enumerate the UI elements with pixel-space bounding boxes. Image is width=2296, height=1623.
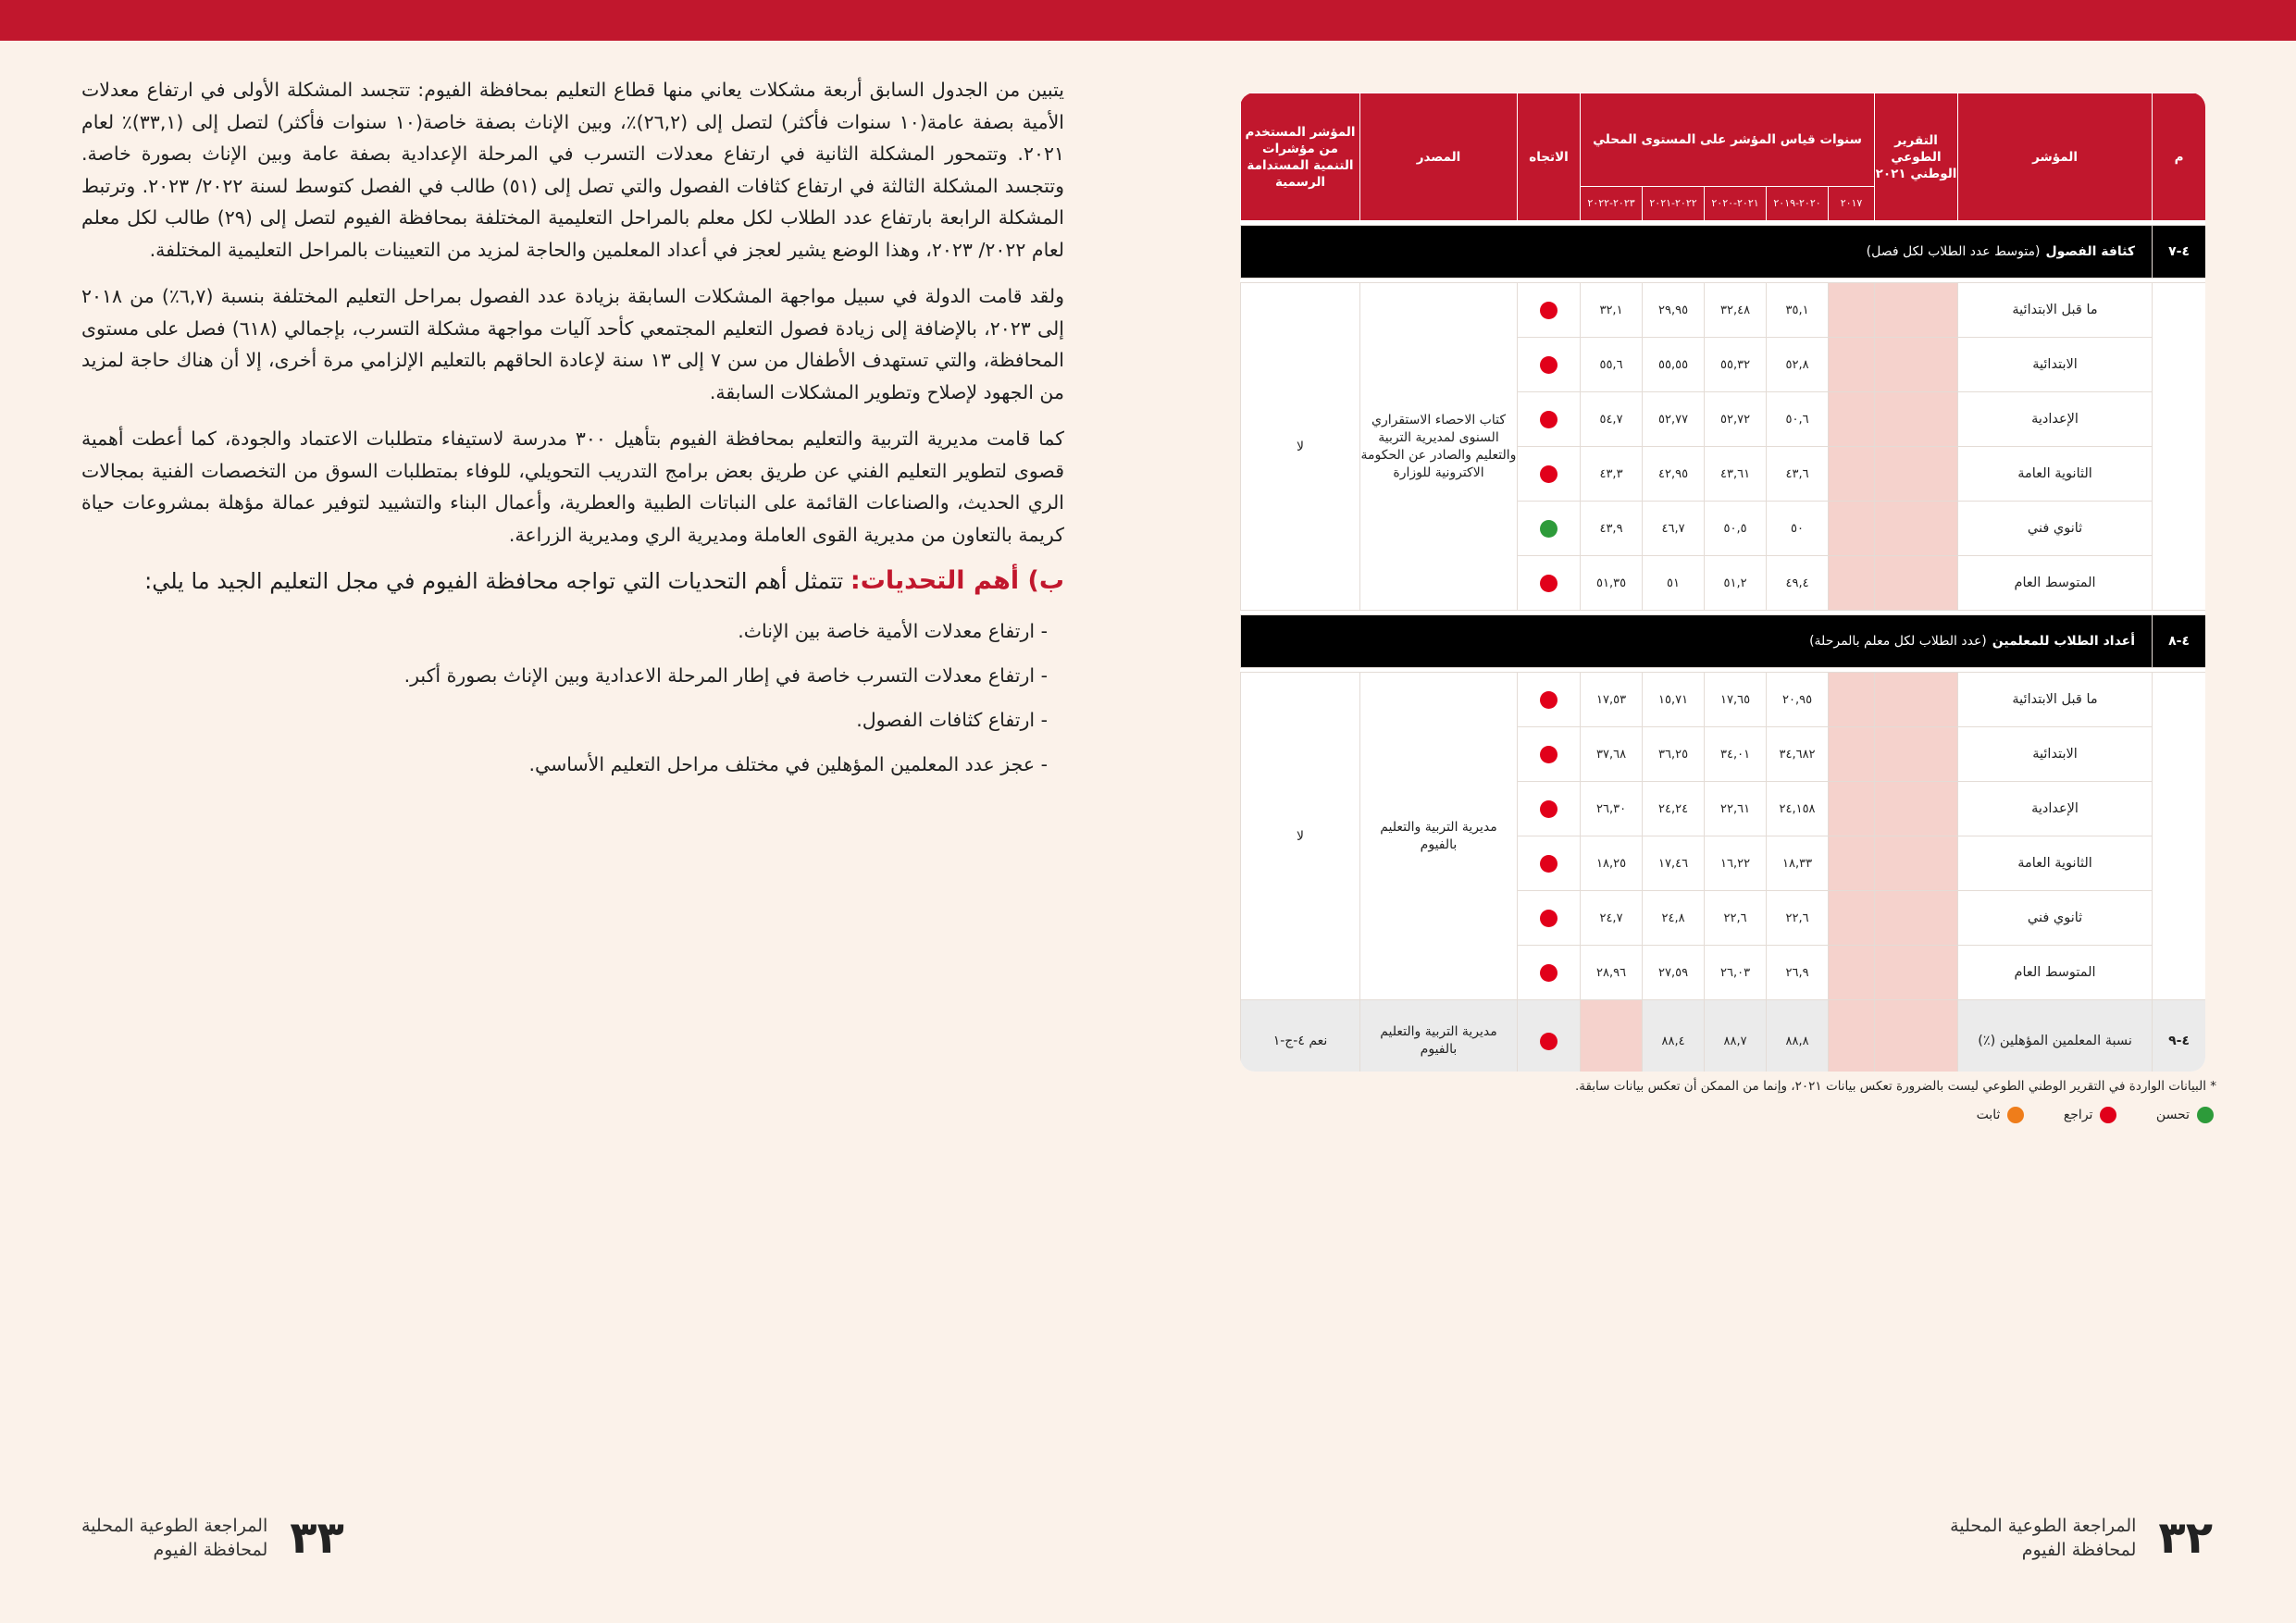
decline-dot-icon bbox=[1540, 746, 1558, 763]
section-title-main: كثافة الفصول bbox=[2045, 244, 2136, 259]
year-value: ٤٣,٣ bbox=[1581, 447, 1643, 502]
section-num: ٤-٨ bbox=[2153, 615, 2205, 668]
indicator-name: الإعدادية bbox=[1958, 782, 2153, 836]
year-value: ٥٠,٥ bbox=[1705, 502, 1767, 556]
header-sdg: المؤشر المستخدم من مؤشرات التنمية المستدامة الرسمية bbox=[1241, 93, 1360, 221]
year-value: ٥٢,٧٧ bbox=[1643, 392, 1705, 447]
indicator-name: الابتدائية bbox=[1958, 338, 2153, 392]
year-value: ٤٢,٩٥ bbox=[1643, 447, 1705, 502]
year-value bbox=[1829, 283, 1875, 338]
footer-title-line: لمحافظة الفيوم bbox=[153, 1540, 268, 1560]
year-value: ٤٦,٧ bbox=[1643, 502, 1705, 556]
year-value: ٣٢,٤٨ bbox=[1705, 283, 1767, 338]
year-value bbox=[1829, 891, 1875, 946]
legend-item-decline bbox=[2064, 1107, 2117, 1123]
year-value: ٥٢,٧٢ bbox=[1705, 392, 1767, 447]
national-value bbox=[1875, 392, 1958, 447]
year-value: ٢٤,٧ bbox=[1581, 891, 1643, 946]
year-value: ١٦,٢٢ bbox=[1705, 836, 1767, 891]
year-value: ٣٤,٦٨٢ bbox=[1767, 727, 1829, 782]
decline-dot-icon bbox=[1540, 575, 1558, 592]
stable-dot-icon bbox=[2007, 1107, 2024, 1123]
national-value bbox=[1875, 891, 1958, 946]
list-item: - ارتفاع كثافات الفصول. bbox=[856, 708, 1048, 731]
challenges-title: ب) أهم التحديات: bbox=[850, 566, 1064, 595]
year-value: ٣٧,٦٨ bbox=[1581, 727, 1643, 782]
year-value bbox=[1829, 946, 1875, 1000]
indicators-table bbox=[1240, 93, 2205, 1072]
decline-dot-icon bbox=[1540, 800, 1558, 818]
decline-dot-icon bbox=[1540, 302, 1558, 319]
decline-dot-icon bbox=[1540, 465, 1558, 483]
national-value bbox=[1875, 447, 1958, 502]
legend-item-stable bbox=[1977, 1107, 2025, 1123]
year-value: ٣٥,١ bbox=[1767, 283, 1829, 338]
paragraph-problems: يتبين من الجدول السابق أربعة مشكلات يعاني منها قطاع التعليم بمحافظة الفيوم: تتجسد المشكلة الأولى في ارتفاع معدلات الأمية بصفة عامة(١٠ سنوات فأكثر) لتصل إلى (٢٦,٢)٪، وبين الإناث بصفة خاصة(١٠ سنوات فأكثر) لتصل إلى (٣٣,١)٪ لعام ٢٠٢١. وتتمحور المشكلة الثانية في ارتفاع معدلات التسرب في المرحلة الإعدادية بصفة عامة وبين الإناث بصورة خاصة. وتتجسد المشكلة الثالثة في ارتفاع كثافات الفصول والتي تصل إلى (٥١) طالب في الفصل كتوسط لسنة ٢٠٢٢/ ٢٠٢٣. وترتبط المشكلة الرابعة بارتفاع عدد الطلاب لكل معلم بالمراحل التعليمية المختلفة بمحافظة الفيوم لتصل إلى (٢٩) طالب لكل معلم لعام ٢٠٢٢/ ٢٠٢٣، وهذا الوضع يشير لعجز في أعداد المعلمين والحاجة لمزيد من التعيينات بالمراحل التعليمية المختلفة. bbox=[81, 79, 1064, 261]
year-value bbox=[1829, 502, 1875, 556]
header-year: ٢٠٢٠-٢٠١٩ bbox=[1767, 187, 1829, 221]
indicator-name: ما قبل الابتدائية bbox=[1958, 673, 2153, 727]
header-national-report: التقرير الطوعي الوطني ٢٠٢١ bbox=[1875, 93, 1958, 221]
indicator-name: المتوسط العام bbox=[1958, 556, 2153, 611]
year-value: ٢٨,٩٦ bbox=[1581, 946, 1643, 1000]
year-value: ٢٧,٥٩ bbox=[1643, 946, 1705, 1000]
year-value: ١٧,٤٦ bbox=[1643, 836, 1705, 891]
section-row-class-density bbox=[1241, 226, 2206, 279]
header-num: م bbox=[2153, 93, 2205, 221]
direction-cell bbox=[1518, 946, 1581, 1000]
year-value bbox=[1829, 782, 1875, 836]
paragraph-directorate: كما قامت مديرية التربية والتعليم بمحافظة الفيوم بتأهيل ٣٠٠ مدرسة لاستيفاء متطلبات الاعتماد والجودة، كما أعطت أهمية قصوى لتطوير التعليم الفني عن طريق بعض برامج التدريب التحويلي، للوفاء بمتطلبات السوق من التخصصات الفنية بمجالات الري الحديث، والصناعات القائمة على النباتات الطبية والعطرية، وأعمال البناء والتشييد لتوفير عمالة مؤهلة بمشروعات حياة كريمة بالتعاون من مديرية القوى العاملة ومديرية الري ومديرية الزراعة. bbox=[81, 427, 1064, 546]
year-value: ٢٤,١٥٨ bbox=[1767, 782, 1829, 836]
year-value: ٢٦,٣٠ bbox=[1581, 782, 1643, 836]
footer-right-page bbox=[1950, 1510, 2213, 1566]
decline-dot-icon bbox=[1540, 1033, 1558, 1050]
direction-cell bbox=[1518, 727, 1581, 782]
improve-dot-icon bbox=[1540, 520, 1558, 538]
year-value bbox=[1829, 338, 1875, 392]
decline-dot-icon bbox=[1540, 356, 1558, 374]
year-value: ٥٠,٦ bbox=[1767, 392, 1829, 447]
year-value: ٤٩,٤ bbox=[1767, 556, 1829, 611]
footer-title bbox=[81, 1514, 267, 1562]
header-years-group: سنوات قياس المؤشر على المستوى المحلي bbox=[1581, 93, 1875, 187]
direction-cell bbox=[1518, 556, 1581, 611]
section-title bbox=[1241, 226, 2153, 279]
indicator-name: الثانوية العامة bbox=[1958, 447, 2153, 502]
challenges-heading bbox=[81, 565, 1064, 598]
year-value: ٤٣,٩ bbox=[1581, 502, 1643, 556]
legend bbox=[1240, 1107, 2214, 1127]
table-row bbox=[1241, 673, 2206, 727]
footer-left-page bbox=[81, 1510, 344, 1566]
national-value bbox=[1875, 502, 1958, 556]
source-cell: مديرية التربية والتعليم بالفيوم bbox=[1360, 673, 1518, 1000]
indicator-name: المتوسط العام bbox=[1958, 946, 2153, 1000]
year-value: ٣٢,١ bbox=[1581, 283, 1643, 338]
row-num: ٤-٩ bbox=[2153, 1000, 2205, 1072]
header-direction: الاتجاه bbox=[1518, 93, 1581, 221]
header-year: ٢٠٢٢-٢٠٢١ bbox=[1643, 187, 1705, 221]
year-value bbox=[1829, 556, 1875, 611]
row-num bbox=[2153, 283, 2205, 611]
source-cell: مديرية التربية والتعليم بالفيوم bbox=[1360, 1000, 1518, 1072]
challenges-list bbox=[81, 616, 1064, 780]
indicator-name: ما قبل الابتدائية bbox=[1958, 283, 2153, 338]
year-value: ٨٨,٧ bbox=[1705, 1000, 1767, 1072]
national-value bbox=[1875, 836, 1958, 891]
national-value bbox=[1875, 727, 1958, 782]
national-value bbox=[1875, 283, 1958, 338]
year-value: ٥١ bbox=[1643, 556, 1705, 611]
header-indicator: المؤشر bbox=[1958, 93, 2153, 221]
direction-cell bbox=[1518, 673, 1581, 727]
year-value bbox=[1829, 727, 1875, 782]
year-value: ١٨,٣٣ bbox=[1767, 836, 1829, 891]
year-value: ٥١,٣٥ bbox=[1581, 556, 1643, 611]
section-title-main: أعداد الطلاب للمعلمين bbox=[1992, 634, 2136, 649]
year-value bbox=[1829, 1000, 1875, 1072]
year-value: ٥٥,٣٢ bbox=[1705, 338, 1767, 392]
national-value bbox=[1875, 946, 1958, 1000]
indicator-name: الثانوية العامة bbox=[1958, 836, 2153, 891]
section-title bbox=[1241, 615, 2153, 668]
year-value bbox=[1829, 673, 1875, 727]
national-value bbox=[1875, 673, 1958, 727]
sdg-cell: لا bbox=[1241, 283, 1360, 611]
direction-cell bbox=[1518, 502, 1581, 556]
page-number: ٣٣ bbox=[290, 1512, 344, 1564]
section-title-sub: (عدد الطلاب لكل معلم بالمرحلة) bbox=[1809, 634, 1987, 649]
indicator-name: ثانوي فني bbox=[1958, 502, 2153, 556]
national-value bbox=[1875, 556, 1958, 611]
year-value: ١٥,٧١ bbox=[1643, 673, 1705, 727]
footnote: * البيانات الواردة في التقرير الوطني الطوعي ليست بالضرورة تعكس بيانات ٢٠٢١، وإنما من الممكن أن تعكس بيانات سابقة. bbox=[1574, 1079, 2216, 1094]
year-value: ١٧,٥٣ bbox=[1581, 673, 1643, 727]
page-number: ٣٢ bbox=[2158, 1512, 2213, 1564]
indicator-name: الابتدائية bbox=[1958, 727, 2153, 782]
decline-dot-icon bbox=[1540, 411, 1558, 428]
indicator-name: نسبة المعلمين المؤهلين (٪) bbox=[1958, 1000, 2153, 1072]
legend-label: ثابت bbox=[1976, 1108, 2001, 1122]
direction-cell bbox=[1518, 1000, 1581, 1072]
list-item: - ارتفاع معدلات التسرب خاصة في إطار المرحلة الاعدادية وبين الإناث بصورة أكبر. bbox=[403, 663, 1048, 687]
indicator-name: ثانوي فني bbox=[1958, 891, 2153, 946]
year-value: ٢٤,٢٤ bbox=[1643, 782, 1705, 836]
direction-cell bbox=[1518, 338, 1581, 392]
table-row bbox=[1241, 283, 2206, 338]
year-value bbox=[1581, 1000, 1643, 1072]
direction-cell bbox=[1518, 836, 1581, 891]
legend-label: تراجع bbox=[2063, 1108, 2093, 1122]
direction-cell bbox=[1518, 782, 1581, 836]
direction-cell bbox=[1518, 891, 1581, 946]
year-value: ٣٦,٢٥ bbox=[1643, 727, 1705, 782]
year-value: ٢٦,٠٣ bbox=[1705, 946, 1767, 1000]
footer-title bbox=[1950, 1514, 2136, 1562]
year-value: ٥٢,٨ bbox=[1767, 338, 1829, 392]
sdg-cell: نعم ٤-ج-١ bbox=[1241, 1000, 1360, 1072]
year-value: ٢٢,٦١ bbox=[1705, 782, 1767, 836]
year-value: ٢٩,٩٥ bbox=[1643, 283, 1705, 338]
year-value bbox=[1829, 836, 1875, 891]
national-value bbox=[1875, 782, 1958, 836]
national-value bbox=[1875, 338, 1958, 392]
challenges-intro: تتمثل أهم التحديات التي تواجه محافظة الفيوم في مجل التعليم الجيد ما يلي: bbox=[144, 568, 844, 594]
header-year: ٢٠٢١-٢٠٢٠ bbox=[1705, 187, 1767, 221]
top-accent-bar bbox=[0, 0, 2296, 41]
national-value bbox=[1875, 1000, 1958, 1072]
improve-dot-icon bbox=[2197, 1107, 2214, 1123]
indicators-table-wrapper bbox=[1240, 93, 2205, 1072]
year-value: ٤٣,٦ bbox=[1767, 447, 1829, 502]
year-value: ٨٨,٤ bbox=[1643, 1000, 1705, 1072]
table-row-qualified-teachers bbox=[1241, 1000, 2206, 1072]
footer-title-line: المراجعة الطوعية المحلية bbox=[1950, 1516, 2137, 1536]
year-value: ١٧,٦٥ bbox=[1705, 673, 1767, 727]
year-value bbox=[1829, 447, 1875, 502]
source-cell: كتاب الاحصاء الاستقراري السنوى لمديرية التربية والتعليم والصادر عن الحكومة الاكترونية للوزارة bbox=[1360, 283, 1518, 611]
legend-label: تحسن bbox=[2155, 1108, 2190, 1122]
decline-dot-icon bbox=[1540, 964, 1558, 982]
list-item: - ارتفاع معدلات الأمية خاصة بين الإناث. bbox=[738, 619, 1048, 642]
year-value: ٢٤,٨ bbox=[1643, 891, 1705, 946]
decline-dot-icon bbox=[1540, 855, 1558, 873]
year-value: ٢٠,٩٥ bbox=[1767, 673, 1829, 727]
year-value: ٥٥,٦ bbox=[1581, 338, 1643, 392]
decline-dot-icon bbox=[2100, 1107, 2116, 1123]
section-title-sub: (متوسط عدد الطلاب لكل فصل) bbox=[1866, 244, 2041, 259]
year-value: ٥١,٢ bbox=[1705, 556, 1767, 611]
year-value: ٨٨,٨ bbox=[1767, 1000, 1829, 1072]
year-value: ٤٣,٦١ bbox=[1705, 447, 1767, 502]
sdg-cell: لا bbox=[1241, 673, 1360, 1000]
year-value: ٢٢,٦ bbox=[1767, 891, 1829, 946]
direction-cell bbox=[1518, 392, 1581, 447]
direction-cell bbox=[1518, 283, 1581, 338]
decline-dot-icon bbox=[1540, 910, 1558, 927]
header-year: ٢٠١٧ bbox=[1829, 187, 1875, 221]
section-num: ٤-٧ bbox=[2153, 226, 2205, 279]
year-value: ٢٦,٩ bbox=[1767, 946, 1829, 1000]
year-value: ٢٢,٦ bbox=[1705, 891, 1767, 946]
year-value: ٥٥,٥٥ bbox=[1643, 338, 1705, 392]
section-row-students-per-teacher bbox=[1241, 615, 2206, 668]
footer-title-line: المراجعة الطوعية المحلية bbox=[81, 1516, 268, 1536]
year-value: ٥٠ bbox=[1767, 502, 1829, 556]
left-page-text bbox=[81, 74, 1064, 794]
header-source: المصدر bbox=[1360, 93, 1518, 221]
paragraph-state-efforts: ولقد قامت الدولة في سبيل مواجهة المشكلات السابقة بزيادة عدد الفصول بمراحل التعليم المختلفة بنسبة (٦,٧٪) من ٢٠١٨ إلى ٢٠٢٣، بالإضافة إلى زيادة فصول التعليم المجتمعي كأحد آليات مواجهة مشكلة التسرب، بإجمالي (٦١٨) فصل على مستوى المحافظة، والتي تستهدف الأطفال من سن ٧ إلى ١٣ سنة لإعادة الحاقهم بالتعليم الإلزامي مرة أخرى، إلا أن هناك حاجة لمزيد من الجهود لإصلاح وتطوير المشكلات السابقة. bbox=[81, 285, 1065, 403]
direction-cell bbox=[1518, 447, 1581, 502]
decline-dot-icon bbox=[1540, 691, 1558, 709]
footer-title-line: لمحافظة الفيوم bbox=[2021, 1540, 2137, 1560]
legend-item-improve bbox=[2156, 1107, 2214, 1123]
header-year: ٢٠٢٣-٢٠٢٢ bbox=[1581, 187, 1643, 221]
year-value: ٥٤,٧ bbox=[1581, 392, 1643, 447]
indicator-name: الإعدادية bbox=[1958, 392, 2153, 447]
row-num bbox=[2153, 673, 2205, 1000]
year-value: ٣٤,٠١ bbox=[1705, 727, 1767, 782]
year-value: ١٨,٢٥ bbox=[1581, 836, 1643, 891]
list-item: - عجز عدد المعلمين المؤهلين في مختلف مراحل التعليم الأساسي. bbox=[528, 752, 1048, 775]
year-value bbox=[1829, 392, 1875, 447]
